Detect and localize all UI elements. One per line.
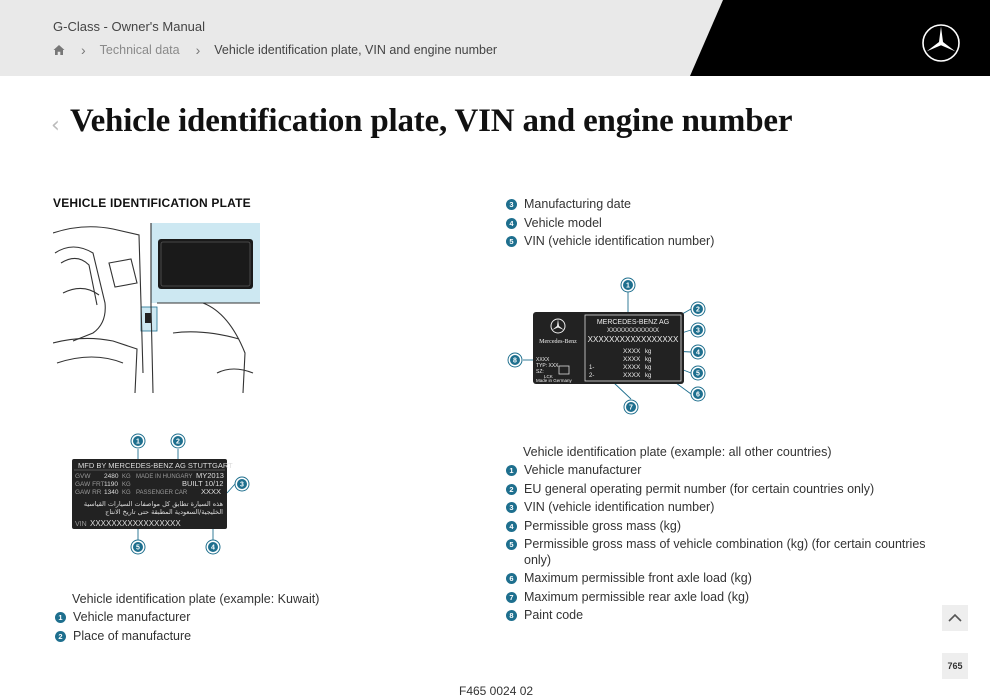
callout-badge: 6 bbox=[506, 573, 517, 584]
other-callout-3: 3 bbox=[696, 327, 700, 335]
vehicle-door-illustration bbox=[53, 223, 260, 393]
other-callout-1: 1 bbox=[626, 282, 630, 290]
list-item bbox=[506, 463, 926, 479]
other-plate-typ: TYP: XXX bbox=[536, 363, 559, 369]
callout-badge: 1 bbox=[55, 612, 66, 623]
plate-made-in: MADE IN HUNGARY bbox=[136, 474, 193, 480]
callout-badge: 5 bbox=[506, 236, 517, 247]
other-plate-mass-4: XXXX bbox=[623, 372, 641, 379]
callout-badge: 3 bbox=[506, 502, 517, 513]
plate-gaw-rr-label: GAW RR bbox=[75, 489, 102, 496]
kuwait-caption: Vehicle identification plate (example: Kuwait) bbox=[72, 592, 320, 606]
kuwait-plate-figure bbox=[70, 430, 255, 560]
plate-vin-value: XXXXXXXXXXXXXXXXX bbox=[90, 519, 181, 528]
other-caption: Vehicle identification plate (example: all other countries) bbox=[523, 445, 832, 459]
other-plate-mass-2: XXXX bbox=[623, 356, 641, 363]
other-callout-7: 7 bbox=[629, 404, 633, 412]
other-callout-4: 4 bbox=[696, 349, 700, 357]
list-item bbox=[506, 482, 926, 498]
breadcrumb-technical-data[interactable]: Technical data bbox=[99, 43, 180, 57]
chevron-right-icon: › bbox=[81, 42, 86, 58]
mercedes-star-logo[interactable] bbox=[921, 23, 961, 63]
other-plate-left-code: XXXX bbox=[536, 357, 550, 363]
other-callout-5: 5 bbox=[696, 370, 700, 378]
manual-title: G-Class - Owner's Manual bbox=[53, 19, 206, 34]
plate-built: BUILT 10/12 bbox=[182, 479, 224, 488]
kuwait-callout-4: 4 bbox=[211, 544, 215, 552]
plate-code: XXXX bbox=[201, 487, 222, 496]
figure-id: F465 0024 02 bbox=[459, 684, 534, 698]
other-plate-vin: XXXXXXXXXXXXXXXXX bbox=[587, 335, 679, 344]
other-plate-unit-1: kg bbox=[645, 349, 652, 355]
plate-model-year: MY2013 bbox=[196, 471, 224, 480]
list-item bbox=[506, 571, 926, 587]
callout-badge: 2 bbox=[55, 631, 66, 642]
kuwait-callout-1: 1 bbox=[136, 438, 140, 446]
breadcrumb-current: Vehicle identification plate, VIN and engine number bbox=[214, 43, 498, 57]
callout-badge: 8 bbox=[506, 610, 517, 621]
other-callout-8: 8 bbox=[513, 357, 517, 365]
legend-text: Vehicle manufacturer bbox=[73, 610, 191, 624]
plate-gaw-frt-value: 1190 bbox=[104, 481, 118, 488]
legend-text: VIN (vehicle identification number) bbox=[524, 234, 715, 248]
plate-gvw-value: 2480 bbox=[104, 473, 119, 480]
scroll-to-top-button[interactable] bbox=[942, 605, 968, 631]
page-title: Vehicle identification plate, VIN and engine number bbox=[70, 103, 793, 139]
legend-text: Manufacturing date bbox=[524, 197, 632, 211]
list-item bbox=[55, 629, 191, 645]
home-icon[interactable] bbox=[53, 44, 65, 56]
legend-text: Vehicle manufacturer bbox=[524, 463, 642, 477]
breadcrumb bbox=[53, 42, 497, 58]
other-plate-figure bbox=[503, 274, 718, 419]
other-callout-2: 2 bbox=[696, 306, 700, 314]
plate-arabic-2: الخليجية/السعودية المطبقة حتى تاريخ الانتاج bbox=[105, 508, 223, 516]
callout-badge: 4 bbox=[506, 218, 517, 229]
section-heading: VEHICLE IDENTIFICATION PLATE bbox=[53, 196, 251, 210]
other-plate-sz: SZ: bbox=[536, 369, 544, 375]
list-item bbox=[506, 537, 926, 568]
callout-badge: 2 bbox=[506, 484, 517, 495]
chevron-left-icon[interactable]: ‹ bbox=[51, 113, 60, 138]
other-plate-lck: LCK bbox=[544, 374, 553, 379]
other-plate-unit-3: kg bbox=[645, 365, 652, 371]
callout-badge: 1 bbox=[506, 465, 517, 476]
legend-text: EU general operating permit number (for certain countries only) bbox=[524, 481, 875, 496]
plate-passenger: PASSENGER CAR bbox=[136, 490, 188, 496]
legend-text: VIN (vehicle identification number) bbox=[524, 500, 715, 514]
legend-text: Maximum permissible front axle load (kg) bbox=[524, 571, 752, 585]
chevron-right-icon: › bbox=[195, 42, 201, 58]
other-plate-unit-2: kg bbox=[645, 357, 652, 363]
chevron-up-icon bbox=[948, 613, 962, 623]
callout-badge: 5 bbox=[506, 539, 517, 550]
kuwait-legend bbox=[55, 610, 191, 647]
kuwait-callout-5: 5 bbox=[136, 544, 140, 552]
callout-badge: 7 bbox=[506, 592, 517, 603]
list-item bbox=[506, 590, 926, 606]
plate-arabic-1: هذه السيارة تطابق كل مواصفات السيارات القياسية bbox=[83, 500, 223, 508]
list-item bbox=[55, 610, 191, 626]
other-plate-axle-2: 2- bbox=[589, 373, 595, 379]
other-plate-made-in: Made in Germany bbox=[536, 378, 572, 383]
list-item bbox=[506, 519, 926, 535]
legend-text: Permissible gross mass of vehicle combination (kg) (for certain countries only) bbox=[524, 537, 926, 567]
callout-badge: 3 bbox=[506, 199, 517, 210]
other-plate-brand: Mercedes-Benz bbox=[539, 339, 577, 345]
legend-text: Vehicle model bbox=[524, 215, 602, 230]
plate-gvw-label: GVW bbox=[75, 473, 91, 480]
other-plate-mass-1: XXXX bbox=[623, 348, 641, 355]
kuwait-callout-3: 3 bbox=[240, 481, 244, 489]
list-item bbox=[506, 197, 714, 213]
list-item bbox=[506, 216, 714, 232]
other-legend bbox=[506, 463, 926, 627]
plate-vin-label: VIN bbox=[75, 521, 87, 528]
plate-gaw-frt-label: GAW FRT bbox=[75, 481, 105, 488]
other-callout-6: 6 bbox=[696, 391, 700, 399]
top-legend bbox=[506, 197, 714, 253]
callout-badge: 4 bbox=[506, 521, 517, 532]
list-item bbox=[506, 234, 714, 250]
plate-gaw-frt-unit: KG bbox=[122, 482, 131, 488]
plate-gaw-rr-unit: KG bbox=[122, 490, 131, 496]
legend-text: Place of manufacture bbox=[73, 628, 192, 643]
legend-text: Permissible gross mass (kg) bbox=[524, 518, 681, 533]
other-plate-mass-3: XXXX bbox=[623, 364, 641, 371]
other-plate-permit: XXXXXXXXXXXXX bbox=[606, 328, 660, 334]
other-plate-axle-1: 1- bbox=[589, 365, 595, 371]
plate-maker-line: MFD BY MERCEDES-BENZ AG STUTTGART bbox=[78, 461, 233, 470]
plate-gaw-rr-value: 1340 bbox=[104, 489, 119, 496]
legend-text: Maximum permissible rear axle load (kg) bbox=[524, 589, 750, 604]
plate-gvw-unit: KG bbox=[122, 474, 131, 480]
other-plate-maker: MERCEDES-BENZ AG bbox=[596, 319, 670, 326]
page-number-button[interactable] bbox=[942, 653, 968, 679]
legend-text: Paint code bbox=[524, 608, 584, 622]
list-item bbox=[506, 500, 926, 516]
page-number: 765 bbox=[947, 661, 963, 671]
list-item bbox=[506, 608, 926, 624]
kuwait-callout-2: 2 bbox=[176, 438, 180, 446]
other-plate-unit-4: kg bbox=[645, 373, 652, 379]
